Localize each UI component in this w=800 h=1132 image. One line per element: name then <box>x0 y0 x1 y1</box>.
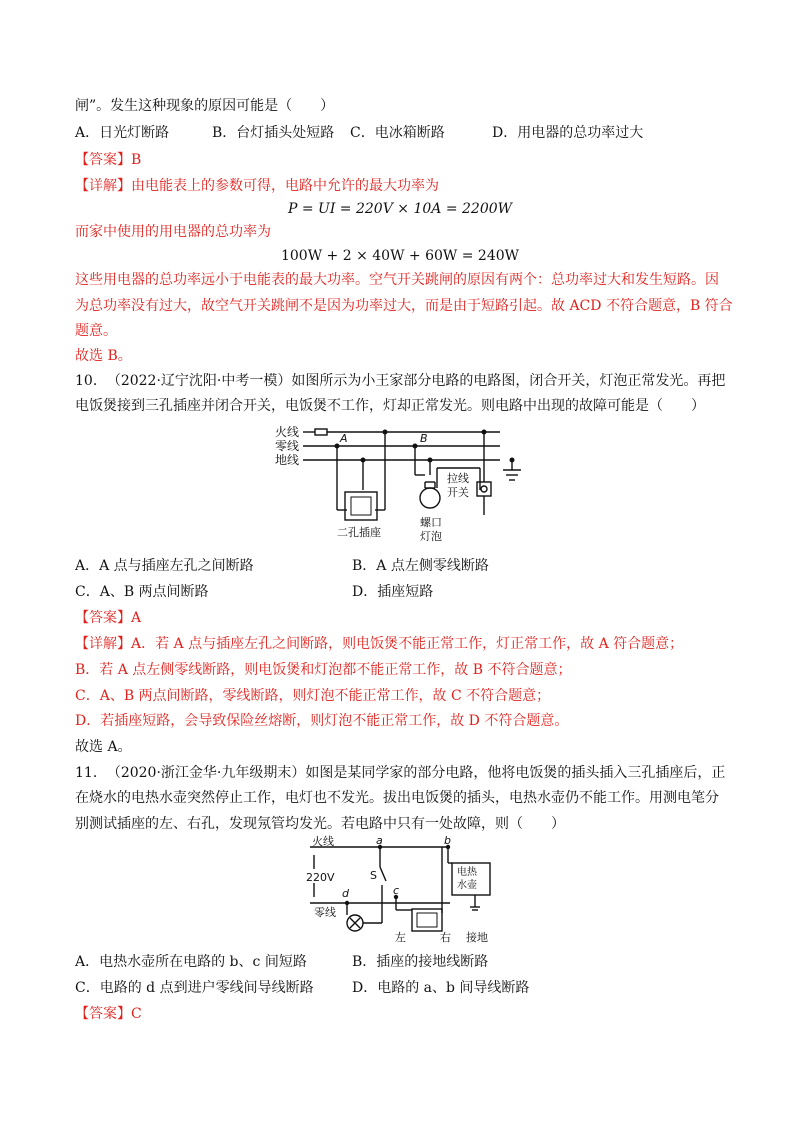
q9-option-d: D．用电器的总功率过大 <box>492 125 644 141</box>
q9-stem: 闸”。发生这种现象的原因可能是（ ） <box>75 98 335 114</box>
q10-option-b: B．A 点左侧零线断路 <box>352 558 489 574</box>
q10-detail-b: B．若 A 点左侧零线断路，则电饭煲和灯泡都不能正常工作，故 B 不符合题意； <box>75 662 572 678</box>
q9-formula-2: 100W + 2 × 40W + 60W = 240W <box>280 248 520 264</box>
q11-label-ground: 接地 <box>466 931 488 944</box>
q11-option-d: D．电路的 a、b 间导线断路 <box>352 980 530 996</box>
q10-label-neutral: 零线 <box>275 439 300 453</box>
q11-label-kettle-1: 电热 <box>457 867 477 878</box>
q11-point-b: b <box>444 835 451 847</box>
q11-label-left: 左 <box>395 931 406 944</box>
q10-detail-a: 【详解】A．若 A 点与插座左孔之间断路，则电饭煲不能正常工作，灯正常工作，故 A 符合题意； <box>75 636 684 652</box>
q9-option-c: C．电冰箱断路 <box>350 125 445 141</box>
q9-conclusion: 故选 B。 <box>75 348 132 364</box>
q9-detail-1: 【详解】由电能表上的参数可得，电路中允许的最大功率为 <box>75 178 439 194</box>
q11-stem-1: 11． （2020·浙江金华·九年级期末）如图是某同学家的部分电路，他将电饭煲的插头插入三孔插座后，正 <box>75 765 726 781</box>
q11-option-b: B．插座的接地线断路 <box>352 954 489 970</box>
q10-option-d: D．插座短路 <box>352 584 434 600</box>
q10-label-bulb-1: 螺口 <box>420 516 442 529</box>
q11-label-neutral: 零线 <box>314 906 336 919</box>
q11-switch-s: S <box>370 869 377 882</box>
q9-detail-4: 为总功率没有过大，故空气开关跳闸不是因为功率过大，而是由于短路引起。故 ACD 不符合题意，B 符合 <box>75 298 733 314</box>
q11-option-a: A．电热水壶所在电路的 b、c 间短路 <box>75 954 307 970</box>
q11-point-c: c <box>393 884 400 897</box>
q9-detail-3: 这些用电器的总功率远小于电能表的最大功率。空气开关跳闸的原因有两个：总功率过大和发生短路。因 <box>75 272 719 288</box>
q10-option-c: C．A、B 两点间断路 <box>75 584 209 600</box>
q10-stem-2: 电饭煲接到三孔插座并闭合开关，电饭煲不工作，灯却正常发光。则电路中出现的故障可能是（ ） <box>75 398 705 414</box>
q11-label-live: 火线 <box>312 835 334 848</box>
q10-answer: 【答案】A <box>75 610 142 626</box>
q10-option-a: A．A 点与插座左孔之间断路 <box>75 558 254 574</box>
q11-stem-3: 别测试插座的左、右孔，发现氖管均发光。若电路中只有一处故障，则（ ） <box>75 816 565 832</box>
q11-point-d: d <box>342 887 349 900</box>
q11-label-kettle-2: 水壶 <box>457 880 477 891</box>
q9-option-a: A．日光灯断路 <box>75 125 170 141</box>
q11-point-a: a <box>376 835 383 847</box>
q10-conclusion: 故选 A。 <box>75 739 132 755</box>
q11-circuit-diagram <box>300 835 500 945</box>
q10-detail-c: C．A、B 两点间断路，零线断路，则灯泡不能正常工作，故 C 不符合题意； <box>75 688 551 704</box>
q10-stem-1: 10． （2022·辽宁沈阳·中考一模）如图所示为小王家部分电路的电路图，闭合开关，灯泡正常发光。再把 <box>75 373 726 389</box>
q10-label-live: 火线 <box>275 425 300 439</box>
q9-formula-1: P = UI = 220V × 10A = 2200W <box>287 201 513 217</box>
q11-label-right: 右 <box>440 931 451 944</box>
q11-option-c: C．电路的 d 点到进户零线间导线断路 <box>75 980 314 996</box>
q10-point-a: A <box>340 432 348 445</box>
q10-point-b: B <box>420 432 428 445</box>
q10-circuit-diagram <box>275 420 530 548</box>
q9-detail-2: 而家中使用的用电器的总功率为 <box>75 224 271 240</box>
q11-label-voltage: 220V <box>306 871 335 884</box>
q9-detail-5: 题意。 <box>75 323 117 339</box>
q11-stem-2: 在烧水的电热水壶突然停止工作，电灯也不发光。拔出电饭煲的插头，电热水壶仍不能工作。用测电笔分 <box>75 790 719 806</box>
q10-label-switch-1: 拉线 <box>447 472 469 485</box>
q9-option-b: B．台灯插头处短路 <box>212 125 335 141</box>
q10-label-socket: 二孔插座 <box>337 526 381 539</box>
q10-label-bulb-2: 灯泡 <box>420 530 442 543</box>
q10-label-switch-2: 开关 <box>447 486 469 499</box>
q10-detail-d: D．若插座短路，会导致保险丝熔断，则灯泡不能正常工作，故 D 不符合题意。 <box>75 713 569 729</box>
q11-answer: 【答案】C <box>75 1006 142 1022</box>
q9-answer: 【答案】B <box>75 152 142 168</box>
q10-label-ground: 地线 <box>275 453 300 467</box>
